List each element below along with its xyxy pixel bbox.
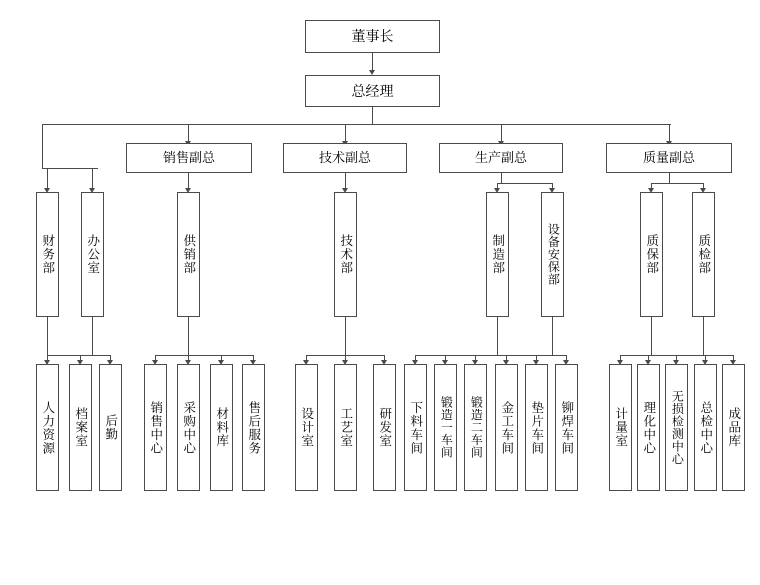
bus-level2 — [42, 124, 671, 125]
node-label: 锻造二车间 — [469, 396, 484, 459]
node-label: 锻造一车间 — [439, 396, 454, 459]
node-unit-hr — [36, 364, 59, 491]
connector-vp4-bus — [669, 173, 670, 183]
node-unit-riveting-welding-workshop — [555, 364, 578, 491]
bus-group-production — [415, 355, 567, 356]
connector-tech-down — [345, 317, 346, 355]
node-label: 设备安保部 — [546, 223, 561, 286]
node-dept-supply-sales — [177, 192, 200, 317]
bus-left-dept — [42, 168, 98, 169]
node-label: 售后服务 — [246, 400, 261, 455]
node-label: 后勤 — [103, 414, 118, 441]
node-general-manager — [305, 75, 440, 107]
node-unit-physical-chemical-center — [637, 364, 660, 491]
node-label: 垫片车间 — [529, 400, 544, 455]
node-vp-production — [439, 143, 563, 173]
connector-bus-left — [42, 124, 43, 168]
node-label: 供销部 — [181, 234, 196, 275]
node-unit-after-sales — [242, 364, 265, 491]
node-label: 档案室 — [73, 407, 88, 448]
node-unit-archives — [69, 364, 92, 491]
node-label: 技术部 — [338, 234, 353, 275]
node-unit-sales-center — [144, 364, 167, 491]
node-label: 铆焊车间 — [559, 400, 574, 455]
node-label: 质保部 — [644, 234, 659, 275]
node-vp-technology — [283, 143, 407, 173]
node-dept-quality-assurance — [640, 192, 663, 317]
bus-production-dept — [497, 183, 553, 184]
bus-group-admin — [47, 355, 111, 356]
node-unit-purchasing-center — [177, 364, 200, 491]
node-label: 金工车间 — [499, 400, 514, 455]
node-label: 质量副总 — [642, 149, 695, 165]
node-label: 无损检测中心 — [670, 390, 685, 465]
node-unit-final-inspection-center — [694, 364, 717, 491]
node-dept-equipment-security — [541, 192, 564, 317]
connector-manufacturing-down — [497, 317, 498, 355]
node-label: 办公室 — [85, 234, 100, 275]
connector-office-down — [92, 317, 93, 355]
node-unit-rd-room — [373, 364, 396, 491]
connector-qi-down — [703, 317, 704, 355]
node-label: 财务部 — [40, 234, 55, 275]
node-unit-material-warehouse — [210, 364, 233, 491]
connector-gm-bus — [372, 107, 373, 124]
node-label: 工艺室 — [338, 407, 353, 448]
node-unit-metrology-room — [609, 364, 632, 491]
node-unit-ndt-center — [665, 364, 688, 491]
node-unit-cutting-workshop — [404, 364, 427, 491]
node-label: 采购中心 — [181, 400, 196, 455]
connector-equipment-down — [552, 317, 553, 355]
node-unit-forging-2-workshop — [464, 364, 487, 491]
node-label: 销售副总 — [162, 149, 215, 165]
connector-supply-down — [188, 317, 189, 355]
node-dept-quality-inspection — [692, 192, 715, 317]
node-dept-finance — [36, 192, 59, 317]
node-label: 下料车间 — [408, 400, 423, 455]
node-label: 技术副总 — [318, 149, 371, 165]
node-dept-manufacturing — [486, 192, 509, 317]
bus-quality-dept — [651, 183, 703, 184]
node-dept-technology — [334, 192, 357, 317]
node-label: 董事长 — [351, 28, 394, 45]
node-label: 总检中心 — [698, 400, 713, 455]
connector-qa-down — [651, 317, 652, 355]
node-unit-forging-1-workshop — [434, 364, 457, 491]
connector-finance-down — [47, 317, 48, 355]
node-unit-metalwork-workshop — [495, 364, 518, 491]
node-vp-sales — [126, 143, 252, 173]
node-unit-gasket-workshop — [525, 364, 548, 491]
node-label: 成品库 — [726, 407, 741, 448]
node-label: 设计室 — [299, 407, 314, 448]
node-label: 制造部 — [490, 234, 505, 275]
node-dept-office — [81, 192, 104, 317]
node-label: 计量室 — [613, 407, 628, 448]
node-label: 研发室 — [377, 407, 392, 448]
node-label: 销售中心 — [148, 400, 163, 455]
node-chairman — [305, 20, 440, 53]
connector-vp3-bus — [501, 173, 502, 183]
node-unit-logistics — [99, 364, 122, 491]
node-unit-finished-goods-warehouse — [722, 364, 745, 491]
connector-left-dept2 — [92, 168, 93, 190]
node-label: 质检部 — [696, 234, 711, 275]
node-vp-quality — [606, 143, 732, 173]
node-label: 材料库 — [214, 407, 229, 448]
bus-group-supply — [155, 355, 254, 356]
node-label: 生产副总 — [474, 149, 527, 165]
node-unit-design-room — [295, 364, 318, 491]
node-label: 人力资源 — [40, 400, 55, 455]
node-label: 理化中心 — [641, 400, 656, 455]
node-label: 总经理 — [351, 82, 394, 99]
node-unit-process-room — [334, 364, 357, 491]
connector-left-dept1 — [47, 168, 48, 190]
